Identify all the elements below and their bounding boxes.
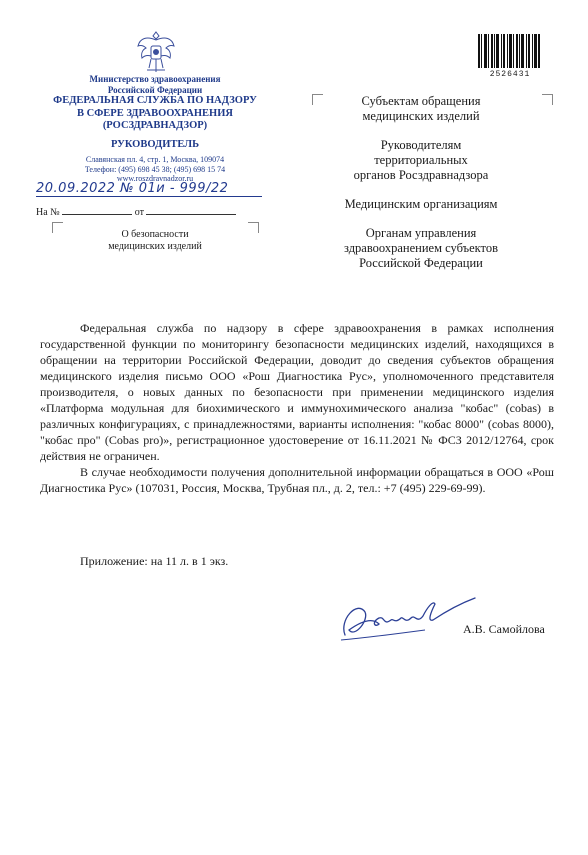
reference-label: На № (36, 207, 60, 218)
letter-body (40, 320, 554, 496)
body-paragraph-1: Федеральная служба по надзору в сфере здравоохранения в рамках исполнения государственной функции по мониторингу безопасности медицинских изделий, находящихся в обращении на территории Российской Федерации, доводит до сведения субъектов обращения медицинского изделия письмо ООО «Рош Диагностика Рус», уполномоченного представителя производителя, о новых данных по безопасности при применении медицинского изделия «Платформа модульная для биохимического и иммунохимического анализа "кобас" (cobas) в различных конфигурациях, с принадлежностями, варианты исполнения: "кобас 8000" (cobas 8000), "кобас про" (Cobas pro)», регистрационное удостоверение от 16.11.2021 № ФСЗ 2012/12764, срок действия не ограничен. (40, 321, 554, 463)
contact-block (48, 155, 262, 184)
service-name (48, 95, 262, 133)
service-line-1: ФЕДЕРАЛЬНАЯ СЛУЖБА ПО НАДЗОРУ (53, 95, 257, 106)
subject-corner-right (248, 222, 259, 233)
recipient-item: Субъектам обращения медицинских изделий (361, 94, 481, 123)
service-line-3: (РОСЗДРАВНАДЗОР) (102, 120, 208, 131)
recipient-item: Медицинским организациям (344, 197, 498, 211)
reference-from: от (134, 207, 144, 218)
subject-line-1: О безопасности (121, 229, 189, 240)
recipient-corner-right (542, 94, 553, 105)
body-paragraph-2: В случае необходимости получения дополнительной информации обращаться в ООО «Рош Диагностика Рус» (107031, Россия, Москва, Трубная пл., д. 2, тел.: +7 (495) 229-69-99). (40, 465, 554, 495)
recipient-item: Руководителям территориальных органов Росздравнадзора (353, 138, 489, 182)
signer-name: А.В. Самойлова (463, 622, 545, 636)
subject-line-2: медицинских изделий (108, 241, 202, 252)
date-underline (36, 196, 262, 197)
service-line-2: В СФЕРЕ ЗДРАВООХРАНЕНИЯ (77, 107, 233, 119)
address: Славянская пл. 4, стр. 1, Москва, 109074 (85, 155, 225, 164)
website: www.roszdravnadzor.ru (116, 174, 194, 183)
recipient-item: Органам управления здравоохранением субъектов Российской Федерации (343, 226, 498, 270)
barcode-icon (478, 34, 540, 68)
subject (80, 229, 230, 253)
date-number-handwritten: 20.09.2022 № 01и - 999/22 (36, 181, 229, 196)
appendix-note: Приложение: на 11 л. в 1 экз. (80, 554, 229, 568)
ministry-name: Министерство здравоохранения Российской Федерации (89, 74, 221, 95)
recipients-block (300, 94, 542, 285)
reference-line (36, 206, 236, 218)
double-headed-eagle-emblem-icon (135, 28, 177, 76)
office-title: РУКОВОДИТЕЛЬ (110, 139, 200, 150)
handwritten-signature-icon (335, 590, 485, 650)
subject-corner-left (52, 222, 63, 233)
barcode-number: 2526431 (489, 70, 531, 79)
phone: Телефон: (495) 698 45 38; (495) 698 15 74 (84, 164, 226, 174)
